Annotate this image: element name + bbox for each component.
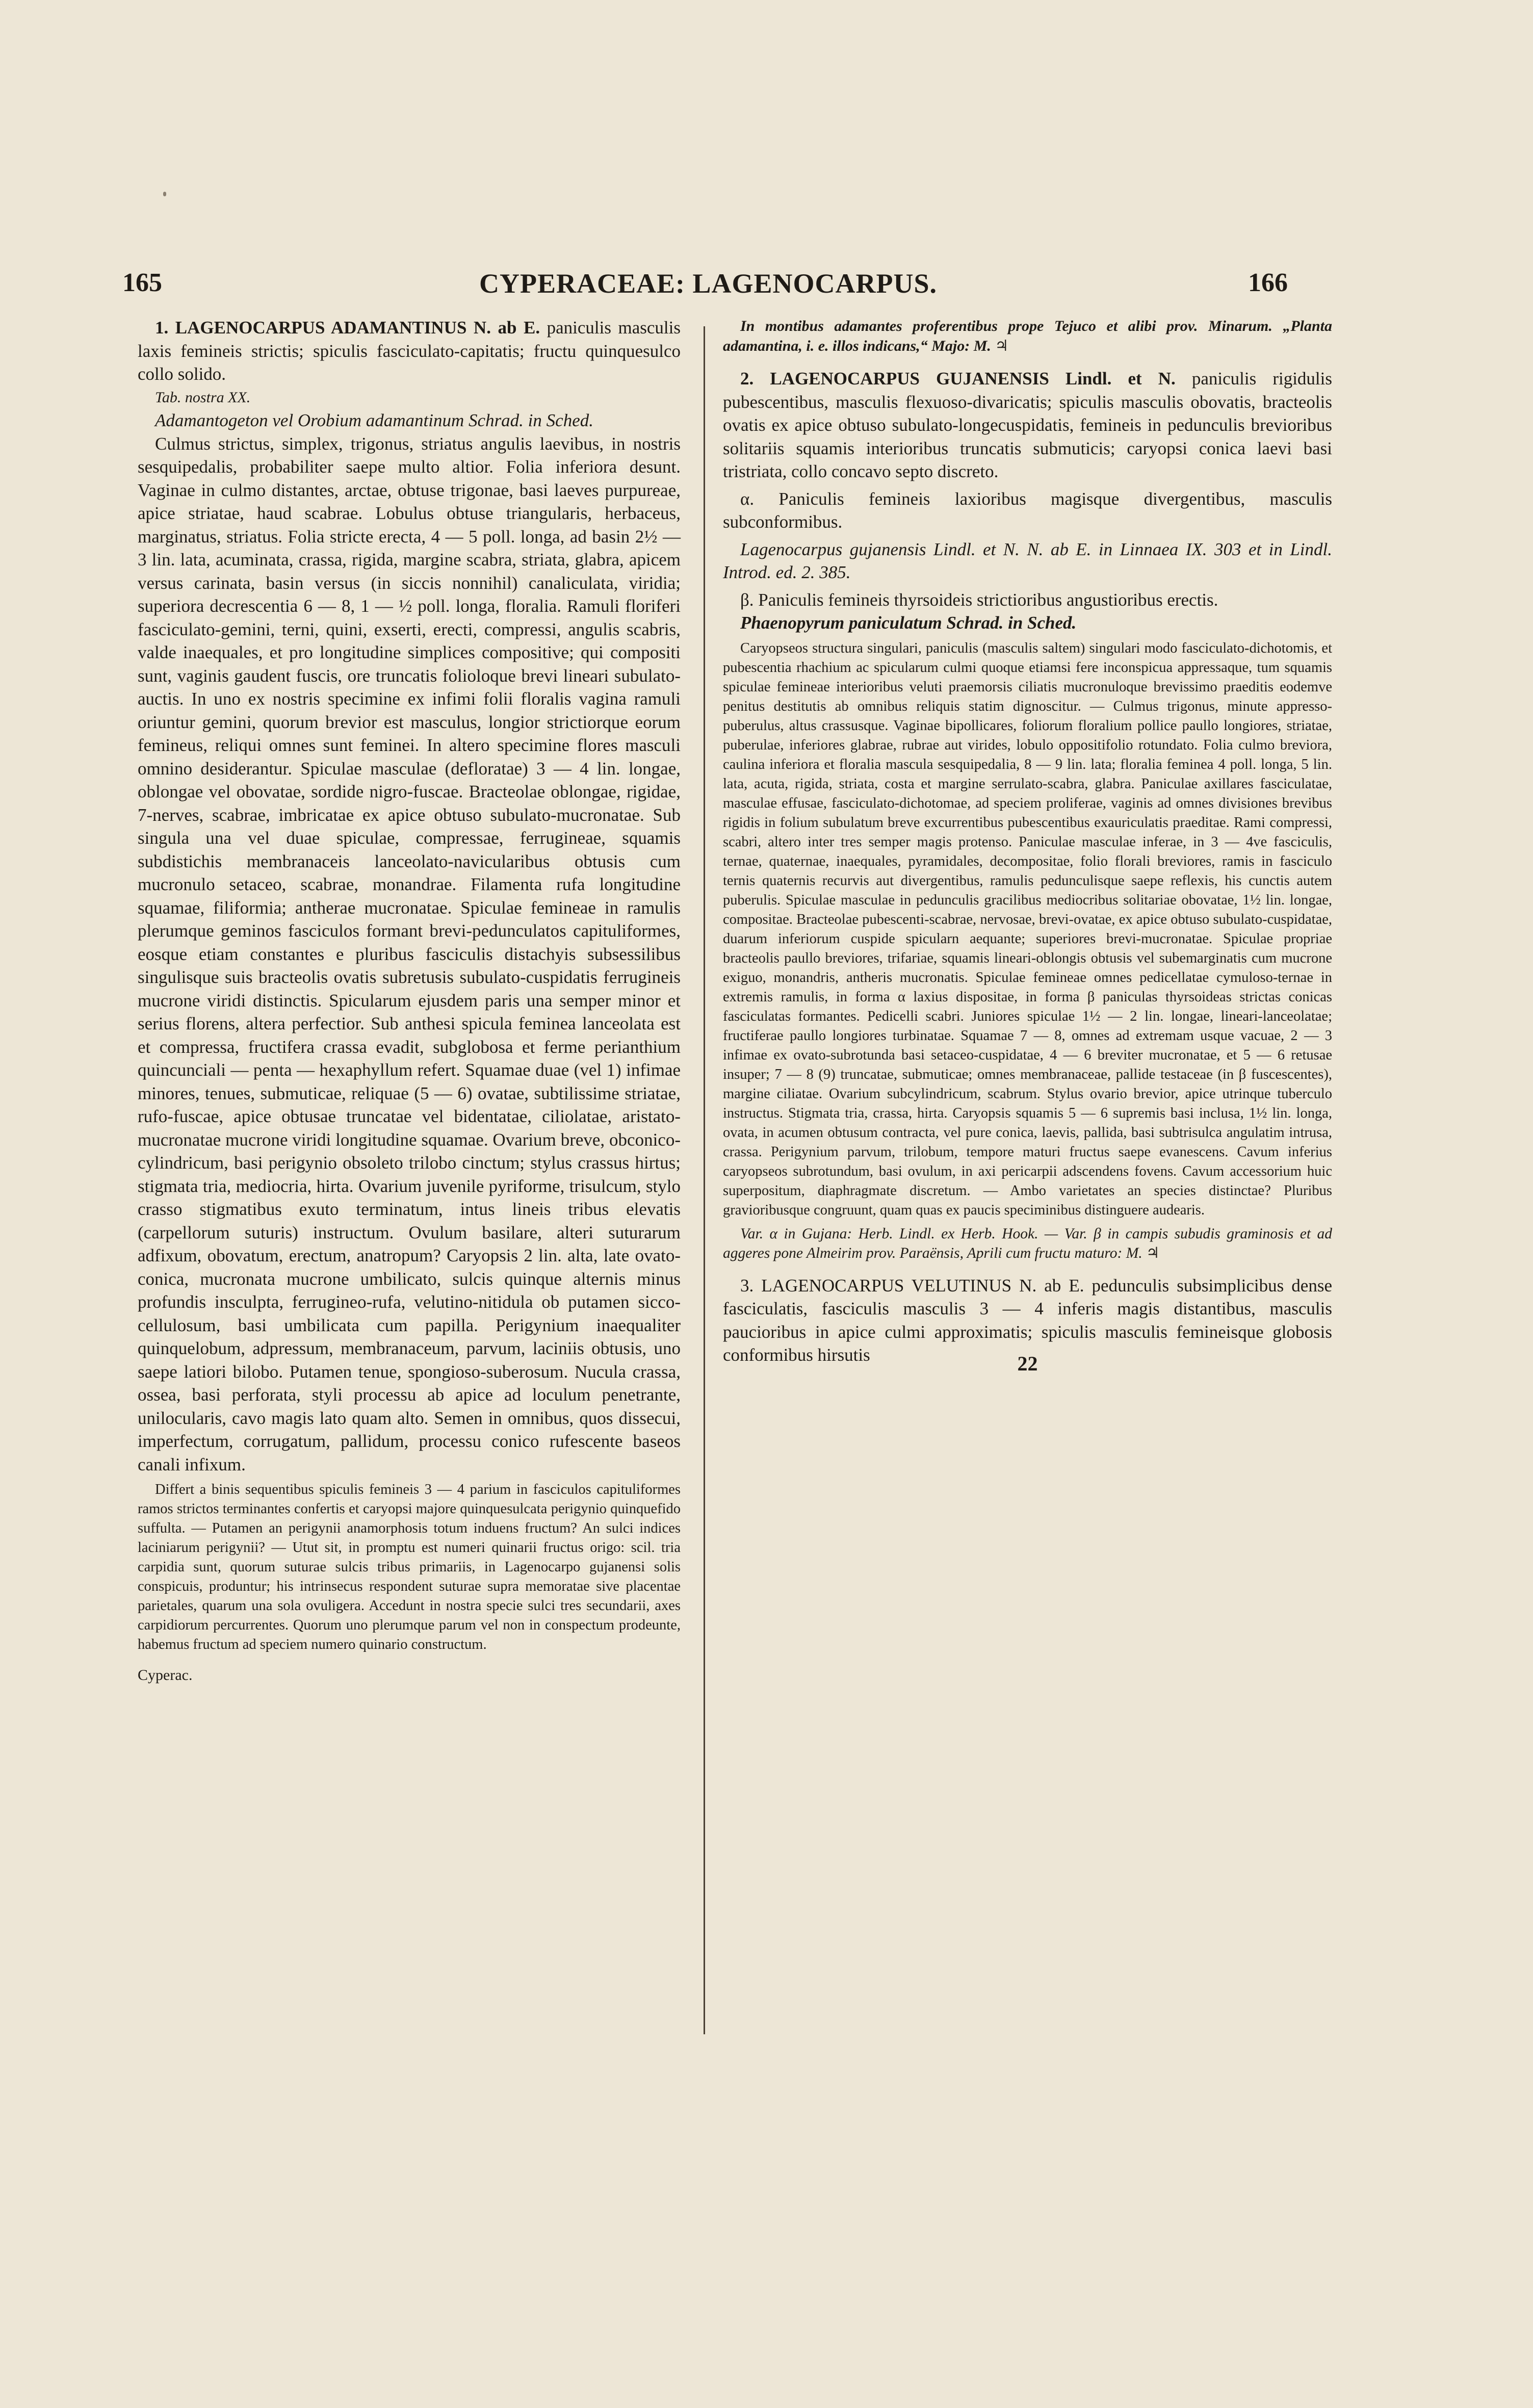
species-1-description: Culmus strictus, simplex, trigonus, striatus angulis laevibus, in nostris sesquipedalis, probabiliter saepe multo altior. Folia inferiora desunt. Vaginae in culmo distantes, arctae, obtuse trigonae, basi laeves purpureae, apice striatae, haud scabrae. Lobulus obtuse triangularis, herbaceus, marginatus, striatus. Folia stricte erecta, 4 — 5 poll. longa, ad basin 2½ — 3 lin. lata, acuminata, crassa, rigida, margine scabra, striata, glabra, apicem versus carinata, basin versus (in siccis nonnihil) canaliculata, viridia; superiora decrescentia 6 — 8, 1 — ½ poll. longa, floralia. Ramuli floriferi fasciculato-gemini, terni, quini, exserti, erecti, compressi, angulis scabris, valde inaequales, et pro longitudine simplices compositive; qui compositi sunt, vaginis gaudent fuscis, ore truncatis folioloque brevi lineari subulato-auctis. In uno ex nostris specimine ex infimi folii floralis vagina ramuli oriuntur gemini, quorum brevior est masculus, longior strictiorque eorum femineus, reliqui omnes sunt feminei. In altero specimine flores masculi omnino desiderantur. Spiculae masculae (defloratae) 3 — 4 lin. longae, oblongae vel obovatae, sordide nigro-fuscae. Bracteolae oblongae, rigidae, 7-nerves, scabrae, imbricatae ex apice obtuso subulato-mucronatae. Sub singula una vel duae spiculae, compressae, ferrugineae, squamis subdistichis membranaceis lanceolato-navicularibus obtusis cum mucronulo setaceo, scabrae, monandrae. Filamenta rufa longitudine squamae, filiformia; antherae mucronatae. Spiculae femineae in ramulis plerumque geminos fasciculos formant brevi-pedunculatos capituliformes, eosque etiam constantes e pluribus fasciculis distachyis subsessilibus singulisque suis bracteolis ovatis subretusis subulato-cuspidatis ferrugineis mucrone viridi distinctis. Spicularum ejusdem paris una semper minor et serius florens, altera perfectior. Sub anthesi spicula feminea lanceolata est et compressa, fructifera crassa evadit, subglobosa et ferme perianthium quincunciali — penta — hexaphyllum refert. Squamae duae (vel 1) infimae minores, tenues, submuticae, reliquae (5 — 6) ovatae, subtilissime striatae, rufo-fuscae, apice obtusae truncatae vel bidentatae, ciliolatae, aristato-mucronatae mucrone viridi longitudine squamae. Ovarium breve, obconico-cylindricum, basi perigynio obsoleto trilobo cinctum; stylus crassus hirtus; stigmata tria, mediocria, hirta. Ovarium juvenile pyriforme, trisulcum, stylo crasso stigmatibus exuto terminatum, intus lineis tribus elevatis (carpellorum suturis) instructum. Ovulum basilare, alteri suturarum adfixum, obovatum, erectum, anatropum? Caryopsis 2 lin. alta, late ovato-conica, mucronata mucrone umbilicato, sulcis quinque alternis minus profundis insculpta, ferrugineo-rufa, velutino-nitidula ob putamen sicco-cellulosum, basi umbilicata cum papilla. Perigynium inaequaliter quinquelobum, adpressum, membranaceum, parvum, laciniis obtusis, uno saepe latiori bilobo. Putamen tenue, spongioso-suberosum. Nucula crassa, ossea, basi perforata, styli processu ab apice ad loculum penetrante, unilocularis, cavo magis lato quam alto. Semen in omnibus, quos dissecui, imperfectum, corrugatum, pallidum, processu conico rufescente baseos canali infixum. [138,433,681,1474]
right-column [723,316,1332,1376]
column-divider [704,326,705,2034]
species-3-heading: 3. LAGENOCARPUS VELUTINUS N. ab E. [740,1275,1084,1296]
variety-beta-synonym: Phaenopyrum paniculatum Schrad. in Sched. [740,613,1077,633]
species-3-diagnosis: 3. LAGENOCARPUS VELUTINUS N. ab E. pedunculis subsimplicibus dense fasciculatis, fasciculis masculis 3 — 4 inferis magis distantibus, masculis paucioribus in apice culmi approximatis; spiculis masculis femineisque globosis conformibus hirsutis [723,1275,1332,1365]
species-2-diagnosis: 2. LAGENOCARPUS GUJANENSIS Lindl. et N. paniculis rigidulis pubescentibus, masculis flexuoso-divaricatis; spiculis masculis obovatis, bracteolis ovatis ex apice obtuso subulato-longecuspidatis, femineis in pedunculis brevioribus solitariis squamis interioribus truncatis submuticis; caryopsi conica laevi basi tristriata, collo concavo septo discreto. [723,369,1332,481]
sheet-number: 22 [1017,1352,1038,1375]
variety-alpha: α. Paniculis femineis laxioribus magisque divergentibus, masculis subconformibus. [723,488,1332,532]
page-header [122,268,1295,308]
species-2-description: Caryopseos structura singulari, paniculis (masculis saltem) singulari modo fasciculato-dichotomis, et pubescentia rhachium ac spicularum culmi quoque etiamsi fere inconspicua appressaque, tum squamis spiculae femineae interioribus veluti praemorsis ciliatis mucronuloque brevissimo praeditis eodemve penitus destitutis ab omnibus reliquis statim dignoscitur. — Culmus trigonus, minute appresso-puberulus, altus crassusque. Vaginae bipollicares, foliorum floralium pollice paullo longiores, striatae, puberulae, inferiores glabrae, rubrae aut virides, lobulo oppositifolio rotundato. Folia culmo breviora, caulina inferiora et floralia mascula sesquipedalia, 8 — 9 lin. lata; floralia feminea 4 poll. longa, 5 lin. lata, acuta, rigida, striata, costa et margine serrulato-scabra, glabra. Paniculae axillares fasciculatae, masculae effusae, fasciculato-dichotomae, ad speciem proliferae, vaginis ad omnes divisiones brevibus rigidis in folium subulatum breve excurrentibus pubescentibus exauriculatis praeditae. Rami compressi, scabri, altero inter tres semper magis protenso. Paniculae masculae inferae, in 3 — 4ve fasciculis, ternae, quaternae, inaequales, pyramidales, decompositae, folio florali breviores, ramis in fasciculo ternis quaternis recurvis aut divergentibus, ramulis pedunculisque saepe reflexis, his cunctis autem puberulis. Spiculae masculae in pedunculis gracilibus mediocribus solitariae obovatae, 1½ lin. longae, compositae. Bracteolae pubescenti-scabrae, nervosae, brevi-ovatae, ex apice obtuso subulato-cuspidatae, duarum inferiorum cuspide spicularn aequante; superiores brevi-mucronatae. Spiculae propriae bracteolis paullo breviores, trifariae, squamis lineari-oblongis obtusis vel subemarginatis cum mucrone exiguo, monandris, antheris mucronatis. Spiculae femineae omnes pedicellatae cymuloso-ternae in extremis ramulis, in forma α laxius dispositae, in forma β paniculas thyrsoideas strictas conicas fasciculatas formantes. Pedicelli scabri. Juniores spiculae 1½ — 2 lin. longae, lineari-lanceolatae; fructiferae paullo longiores turbinatae. Squamae 7 — 8, omnes ad extremam usque vacuae, 2 — 3 infimae ex ovato-subrotunda basi setaceo-cuspidatae, 4 — 6 breviter mucronatae, et 5 — 6 retusae insuper; 7 — 8 (9) truncatae, submuticae; omnes membranaceae, pallide testaceae (in β fuscescentes), margine ciliatae. Ovarium subcylindricum, scabrum. Stylus ovario brevior, apice utrinque tuberculo instructus. Stigmata tria, crassa, hirta. Caryopsis squamis 5 — 6 supremis basi inclusa, 1½ lin. longa, ovata, in acumen obtusum contracta, vel pure conica, laevis, pallida, basi subtrisulca angulatim intrusa, crassa. Perigynium parvum, trilobum, tempore maturi fructus saepe evanescens. Cavum inferius caryopseos subrotundum, basi ovulum, in axi pericarpii adscendens fovens. Cavum accessorium huic superpositum, diaphragmate discretum. — Ambo varietates an species distinctae? Pluribus gravioribusque congruunt, quam quas ex paucis speciminibus distinguere audearis. [723,640,1332,1218]
page-speck [163,192,166,196]
running-title: CYPERACEAE: LAGENOCARPUS. [479,268,938,299]
species-1-note: Differt a binis sequentibus spiculis femineis 3 — 4 parium in fasciculos capituliformes ramos strictos terminantes confertis et caryopsi majore quinquesulcata perigynio quinquefido suffulta. — Putamen an perigynii anamorphosis totum induens fructum? An sulci indices laciniarum perigynii? — Utut sit, in promptu est numeri quinarii fructus origo: scil. tria carpidia sunt, quorum suturae sulcis tribus primariis, in Lagenocarpo gujanensi solis conspicuis, produntur; his intrinsecus respondent suturae supra memoratae sive placentae parietales, quarum una sola ovuligera. Accedunt in nostra specie sulci tres secundarii, axes carpidiorum percurrentes. Quorum uno plerumque parum vel non in conspectum prodeunte, habemus fructum ad speciem numero quinario constructum. [138,1482,681,1652]
page-number-right: 166 [1248,268,1288,297]
plate-reference: Tab. nostra XX. [155,389,251,406]
species-2-habitat: Var. α in Gujana: Herb. Lindl. ex Herb. Hook. — Var. β in campis subudis graminosis et ad aggeres pone Almeirim prov. Paraënsis, Aprili cum fructu maturo: M. ♃ [723,1225,1332,1261]
species-1-synonym: Adamantogeton vel Orobium adamantinum Schrad. in Sched. [155,410,593,430]
species-1-heading: 1. LAGENOCARPUS ADAMANTINUS N. ab E. [155,318,540,338]
species-1-habitat: In montibus adamantes proferentibus prope Tejuco et alibi prov. Minarum. „Planta adamantina, i. e. illos indicans,“ Majo: M. ♃ [723,318,1332,354]
page-number-left: 165 [122,268,162,297]
variety-alpha-synonym: Lagenocarpus gujanensis Lindl. et N. N. ab E. in Linnaea IX. 303 et in Lindl. Introd. ed. 2. 385. [723,539,1332,582]
species-2-heading: 2. LAGENOCARPUS GUJANENSIS Lindl. et N. [740,369,1176,389]
left-column [138,316,681,1684]
signature-mark: Cyperac. [138,1667,193,1684]
species-1-diagnosis: 1. LAGENOCARPUS ADAMANTINUS N. ab E. paniculis masculis laxis femineis strictis; spiculis fasciculato-capitatis; fructu quinquesulco collo solido. [138,318,681,384]
variety-beta: β. Paniculis femineis thyrsoideis strictioribus angustioribus erectis. [740,589,1218,610]
